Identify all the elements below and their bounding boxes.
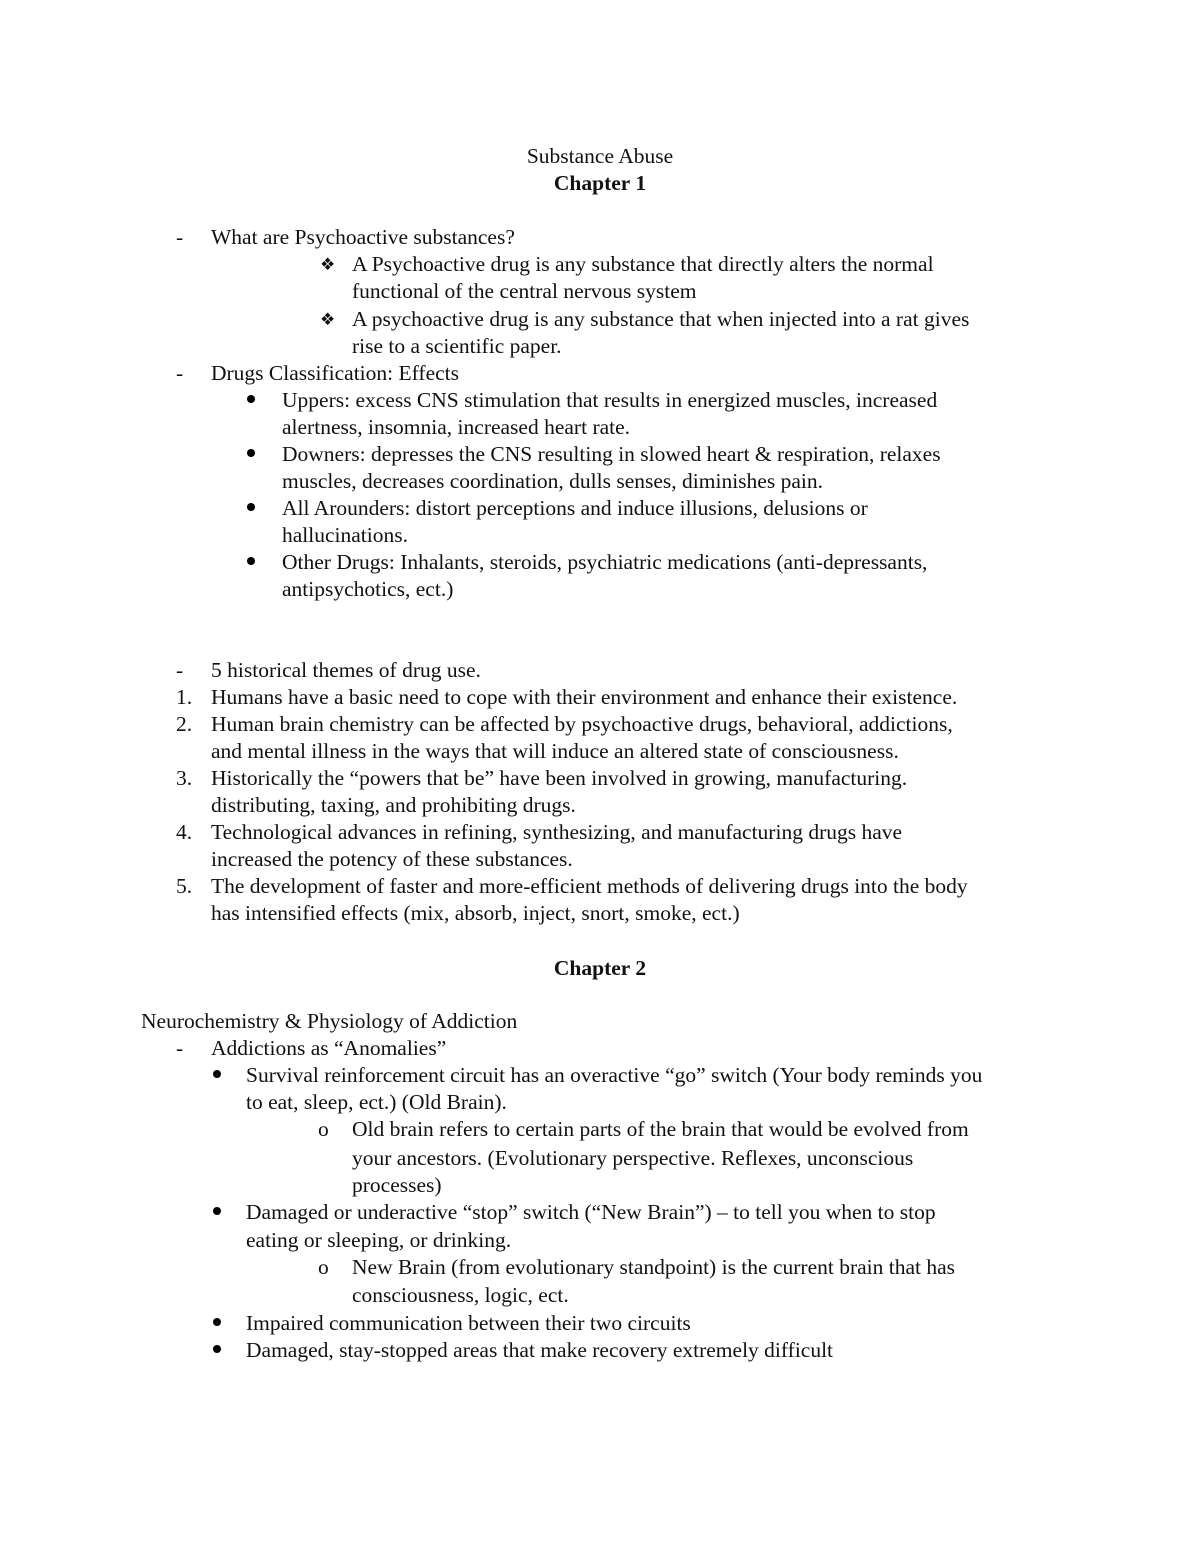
list-number: 1. [176, 685, 193, 709]
list-item: What are Psychoactive substances? [211, 225, 515, 249]
list-item-continuation: to eat, sleep, ect.) (Old Brain). [246, 1090, 507, 1114]
list-item-continuation: increased the potency of these substances. [211, 847, 573, 871]
bullet-icon [213, 1207, 221, 1215]
list-item: Drugs Classification: Effects [211, 361, 459, 385]
list-item: 5 historical themes of drug use. [211, 658, 481, 682]
chapter-1-heading: Chapter 1 [553, 171, 647, 195]
bullet-icon [247, 395, 255, 403]
dash-marker: - [176, 361, 184, 385]
dash-marker: - [176, 658, 184, 682]
list-item: Downers: depresses the CNS resulting in slowed heart & respiration, relaxes [282, 442, 941, 466]
diamond-bullet-icon: ❖ [320, 255, 336, 274]
list-item-continuation: hallucinations. [282, 523, 408, 547]
list-item-continuation: consciousness, logic, ect. [352, 1283, 569, 1307]
circle-bullet: o [318, 1255, 329, 1279]
list-item-continuation: distributing, taxing, and prohibiting drugs. [211, 793, 576, 817]
list-item-continuation: has intensified effects (mix, absorb, inject, snort, smoke, ect.) [211, 901, 740, 925]
list-item: Technological advances in refining, synthesizing, and manufacturing drugs have [211, 820, 903, 844]
bullet-icon [247, 449, 255, 457]
list-item: Damaged, stay-stopped areas that make recovery extremely difficult [246, 1338, 834, 1362]
list-item: Addictions as “Anomalies” [211, 1036, 447, 1060]
list-item: New Brain (from evolutionary standpoint) is the current brain that has [352, 1255, 956, 1279]
chapter-2-heading: Chapter 2 [553, 956, 647, 980]
list-number: 2. [176, 712, 193, 736]
list-item: Damaged or underactive “stop” switch (“New Brain”) – to tell you when to stop [246, 1200, 936, 1224]
dash-marker: - [176, 225, 184, 249]
list-item: Uppers: excess CNS stimulation that results in energized muscles, increased [282, 388, 938, 412]
list-item: Humans have a basic need to cope with their environment and enhance their existence. [211, 685, 958, 709]
bullet-icon [247, 503, 255, 511]
list-item-continuation: antipsychotics, ect.) [282, 577, 454, 601]
list-item: Human brain chemistry can be affected by psychoactive drugs, behavioral, addictions, [211, 712, 953, 736]
list-item: A psychoactive drug is any substance that when injected into a rat gives [352, 307, 970, 331]
list-item-continuation: eating or sleeping, or drinking. [246, 1228, 512, 1252]
bullet-icon [213, 1070, 221, 1078]
list-number: 3. [176, 766, 193, 790]
list-item-continuation: rise to a scientific paper. [352, 334, 562, 358]
list-item-continuation: processes) [352, 1173, 442, 1197]
list-item: Survival reinforcement circuit has an overactive “go” switch (Your body reminds you [246, 1063, 983, 1087]
section-title: Neurochemistry & Physiology of Addiction [141, 1009, 518, 1033]
list-number: 4. [176, 820, 193, 844]
list-item: Historically the “powers that be” have been involved in growing, manufacturing. [211, 766, 908, 790]
list-number: 5. [176, 874, 193, 898]
list-item: The development of faster and more-efficient methods of delivering drugs into the body [211, 874, 968, 898]
list-item-continuation: functional of the central nervous system [352, 279, 697, 303]
list-item: Impaired communication between their two circuits [246, 1311, 691, 1335]
bullet-icon [247, 557, 255, 565]
list-item-continuation: and mental illness in the ways that will induce an altered state of consciousness. [211, 739, 899, 763]
list-item-continuation: your ancestors. (Evolutionary perspective. Reflexes, unconscious [352, 1146, 914, 1170]
list-item: All Arounders: distort perceptions and induce illusions, delusions or [282, 496, 868, 520]
circle-bullet: o [318, 1117, 329, 1141]
list-item: Other Drugs: Inhalants, steroids, psychiatric medications (anti-depressants, [282, 550, 928, 574]
list-item: Old brain refers to certain parts of the brain that would be evolved from [352, 1117, 969, 1141]
list-item: A Psychoactive drug is any substance that directly alters the normal [352, 252, 934, 276]
list-item-continuation: alertness, insomnia, increased heart rate. [282, 415, 631, 439]
dash-marker: - [176, 1036, 184, 1060]
document-title: Substance Abuse [526, 144, 674, 168]
bullet-icon [213, 1318, 221, 1326]
list-item-continuation: muscles, decreases coordination, dulls senses, diminishes pain. [282, 469, 823, 493]
bullet-icon [213, 1345, 221, 1353]
diamond-bullet-icon: ❖ [320, 310, 336, 329]
